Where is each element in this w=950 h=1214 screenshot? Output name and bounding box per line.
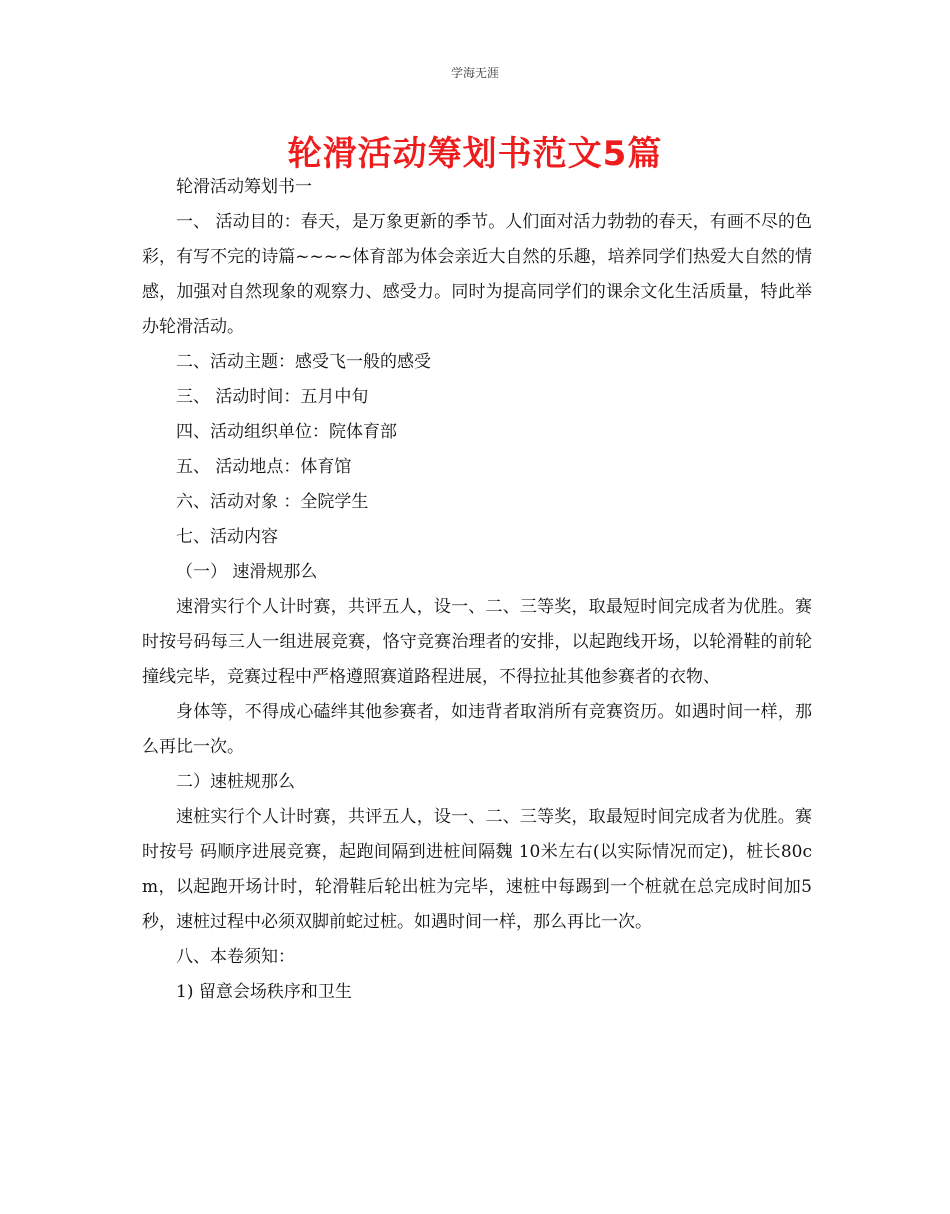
paragraph-notes-heading: 八、本卷须知： [176, 947, 295, 967]
paragraph-location: 五、 活动地点：体育馆 [176, 457, 352, 477]
document-body [142, 170, 812, 1010]
paragraph-purpose: 一、 活动目的：春天，是万象更新的季节。人们面对活力勃勃的春天，有画不尽的色彩，有写不完的诗篇~~~~体育部为体会亲近大自然的乐趣，培养同学们热爱大自然的情感，加强对自然现象的观察力、感受力。同时为提高同学们的课余文化生活质量，特此举办轮滑活动。 [142, 212, 812, 337]
paragraph-note-1: 1) 留意会场秩序和卫生 [176, 982, 352, 1002]
paragraph-speed-skating-rules-cont: 身体等，不得成心磕绊其他参赛者，如违背者取消所有竞赛资历。如遇时间一样，那么再比一次。 [142, 702, 812, 757]
section-heading: 轮滑活动筹划书一 [176, 177, 312, 197]
paragraph-speed-skating-rules: 速滑实行个人计时赛，共评五人，设一、二、三等奖，取最短时间完成者为优胜。赛时按号码每三人一组进展竞赛，恪守竞赛治理者的安排，以起跑线开场，以轮滑鞋的前轮撞线完毕，竞赛过程中严格遵照赛道路程进展，不得拉扯其他参赛者的衣物、 [142, 597, 812, 687]
paragraph-content-heading: 七、活动内容 [176, 527, 278, 547]
page-header: 学海无涯 [450, 66, 499, 80]
paragraph-participants: 六、活动对象 ：全院学生 [176, 492, 369, 512]
paragraph-speed-skating-heading: （一） 速滑规那么 [176, 562, 318, 582]
paragraph-theme: 二、活动主题：感受飞一般的感受 [176, 352, 431, 372]
document-title: 轮滑活动筹划书范文5篇 [287, 134, 663, 174]
paragraph-organizer: 四、活动组织单位：院体育部 [176, 422, 397, 442]
paragraph-time: 三、 活动时间：五月中旬 [176, 387, 369, 407]
paragraph-slalom-heading: 二）速桩规那么 [176, 772, 295, 792]
paragraph-slalom-rules: 速桩实行个人计时赛，共评五人，设一、二、三等奖，取最短时间完成者为优胜。赛时按号 码顺序进展竞赛，起跑间隔到进桩间隔魏 10米左右(以实际情况而定)，桩长80cm，以起跑开场计时，轮滑鞋后轮出桩为完毕，速桩中每踢到一个桩就在总完成时间加5秒，速桩过程中必须双脚前蛇过桩。如遇时间一样，那么再比一次。 [142, 807, 812, 932]
